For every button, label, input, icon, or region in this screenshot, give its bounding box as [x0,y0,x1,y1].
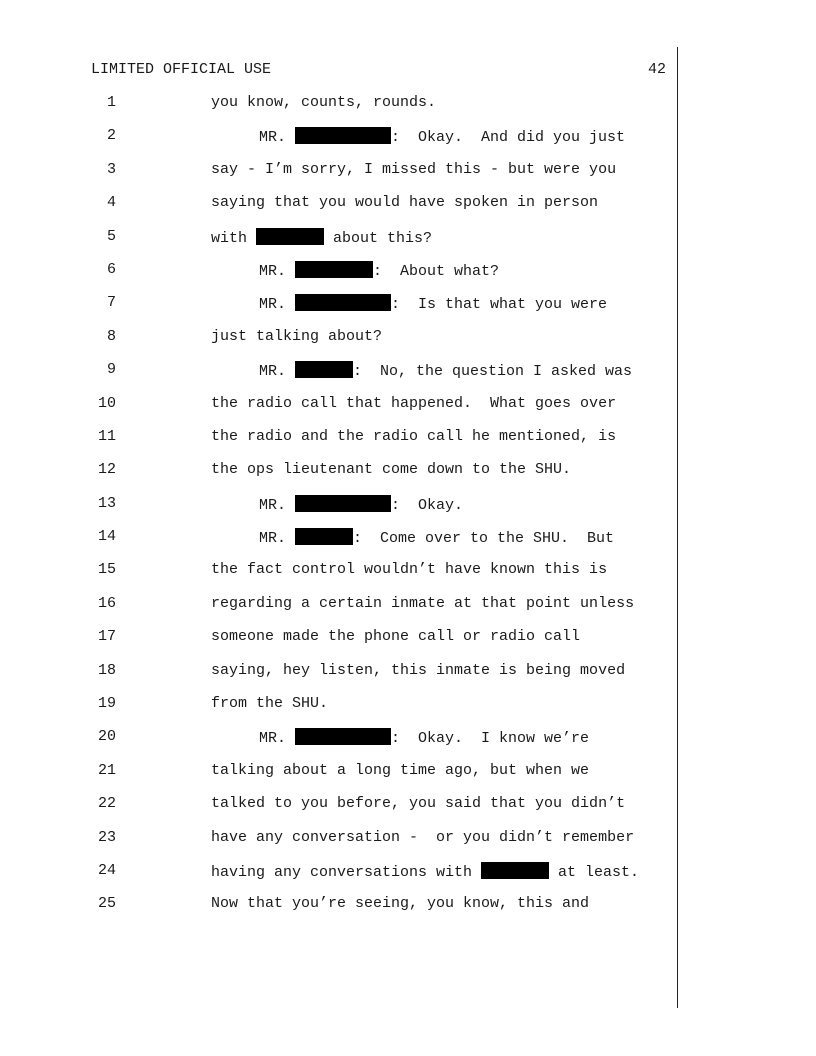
line-text: you know, counts, rounds. [211,94,437,111]
line-text: someone made the phone call or radio call [211,628,581,646]
transcript-line [0,895,816,928]
transcript-line [0,662,816,695]
speech-text: : About what? [373,262,500,280]
transcript-line [0,294,816,327]
line-text [259,261,499,281]
line-number: 2 [106,127,116,145]
line-text [259,361,632,381]
speech-text: : Okay. I know we’re [391,730,590,748]
line-number: 21 [97,761,116,779]
redaction-block [295,728,391,745]
text-after-redaction: about this? [324,229,433,247]
speaker-prefix: MR. [259,262,296,280]
text-before-redaction: having any conversations with [211,863,482,881]
redaction-block [295,528,353,545]
line-number: 8 [106,327,116,345]
line-text: the ops lieutenant come down to the SHU. [211,461,572,479]
line-number: 1 [106,94,116,111]
speaker-prefix: MR. [259,296,296,314]
transcript-line [0,762,816,795]
line-number: 18 [97,661,116,679]
redaction-block [295,294,391,311]
redaction-block [295,361,353,378]
line-text [211,862,639,882]
line-text [211,228,432,248]
transcript-line [0,829,816,862]
line-text: saying, hey listen, this inmate is being moved [211,661,626,679]
line-number: 3 [106,160,116,178]
transcript-line [0,795,816,828]
speech-text: : No, the question I asked was [353,363,633,381]
transcript-line [0,862,816,895]
line-number: 17 [97,628,116,646]
transcript-line [0,595,816,628]
text-after-redaction: at least. [549,863,640,881]
transcript-line [0,328,816,361]
line-text: from the SHU. [211,695,329,713]
line-text [259,728,589,748]
line-number: 24 [97,861,116,879]
transcript-line [0,728,816,761]
transcript-line [0,194,816,227]
speech-text: : Okay. And did you just [391,129,626,147]
transcript-line [0,261,816,294]
redaction-block [295,495,391,512]
speech-text: : Come over to the SHU. But [353,530,615,548]
line-text: the radio call that happened. What goes over [211,394,617,412]
transcript-line [0,461,816,494]
transcript-line [0,361,816,394]
transcript-line [0,695,816,728]
line-number: 15 [97,561,116,579]
redaction-block [295,261,373,278]
redaction-block [481,862,549,879]
line-text: talking about a long time ago, but when we [211,761,590,779]
line-text [259,127,625,147]
line-number: 13 [97,494,116,512]
transcript-line [0,495,816,528]
line-number: 14 [97,528,116,546]
line-number: 19 [97,695,116,713]
speaker-prefix: MR. [259,730,296,748]
speech-text: : Is that what you were [391,296,608,314]
transcript-line [0,561,816,594]
line-text [259,528,614,548]
line-number: 16 [97,594,116,612]
text-before-redaction: with [211,229,257,247]
line-number: 4 [106,194,116,212]
line-text: talked to you before, you said that you didn’t [211,795,626,813]
line-number: 7 [106,294,116,312]
transcript-line [0,528,816,561]
line-text: the fact control wouldn’t have known this is [211,561,608,579]
line-number: 12 [97,461,116,479]
redaction-block [256,228,324,245]
line-number: 11 [97,427,116,445]
line-text: the radio and the radio call he mentioned, is [211,427,617,445]
page-number: 42 [647,61,666,78]
line-text: just talking about? [211,327,383,345]
redaction-block [295,127,391,144]
transcript-line [0,228,816,261]
speech-text: : Okay. [391,496,464,514]
line-text: saying that you would have spoken in person [211,194,599,212]
line-number: 6 [106,260,116,278]
line-text [259,495,463,515]
line-text: have any conversation - or you didn’t remember [211,828,635,846]
transcript-line [0,428,816,461]
line-number: 9 [106,361,116,379]
line-number: 10 [97,394,116,412]
line-number: 25 [97,895,116,913]
line-text: say - I’m sorry, I missed this - but were you [211,160,617,178]
line-number: 20 [97,728,116,746]
line-text: Now that you’re seeing, you know, this and [211,895,590,913]
speaker-prefix: MR. [259,530,296,548]
transcript-line [0,395,816,428]
transcript-body [0,94,816,929]
page-header-classification: LIMITED OFFICIAL USE [91,61,272,78]
speaker-prefix: MR. [259,363,296,381]
line-number: 5 [106,227,116,245]
line-text: regarding a certain inmate at that point unless [211,594,635,612]
line-text [259,294,607,314]
line-number: 22 [97,795,116,813]
transcript-line [0,94,816,127]
line-number: 23 [97,828,116,846]
transcript-line [0,127,816,160]
speaker-prefix: MR. [259,129,296,147]
transcript-line [0,628,816,661]
transcript-line [0,161,816,194]
speaker-prefix: MR. [259,496,296,514]
